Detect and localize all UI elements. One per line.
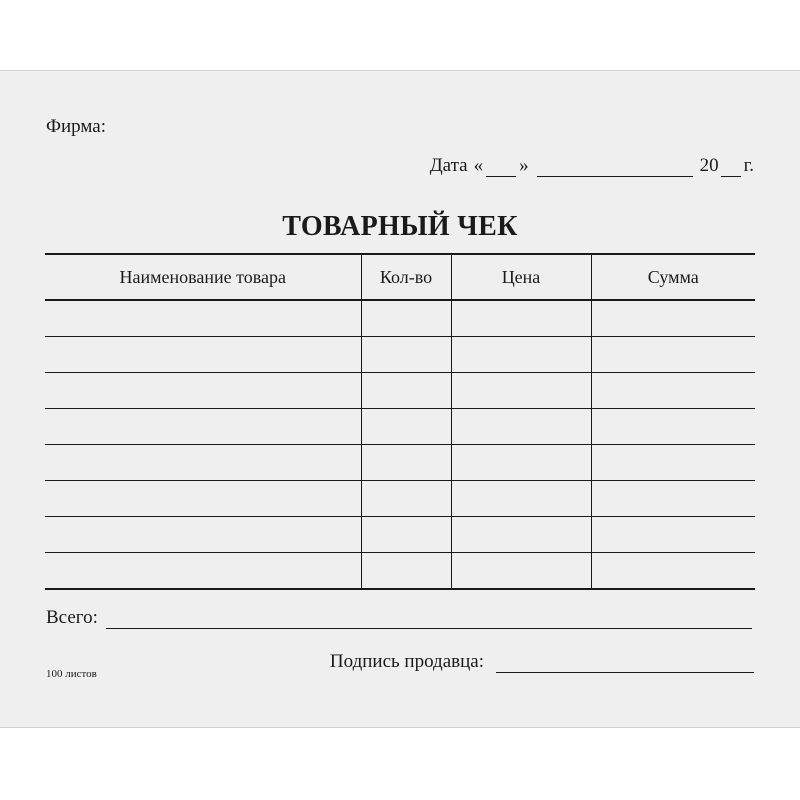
day-blank-line <box>486 158 516 177</box>
total-blank-line <box>106 610 752 629</box>
table-row <box>45 553 755 590</box>
quantity-cell <box>361 517 451 553</box>
year-blank-line <box>721 158 741 177</box>
table-row <box>45 337 755 373</box>
sum-cell <box>591 481 755 517</box>
table-row <box>45 481 755 517</box>
sum-cell <box>591 337 755 373</box>
month-blank-line <box>537 158 693 177</box>
table-row <box>45 517 755 553</box>
sum-cell <box>591 517 755 553</box>
date-open-quote: « <box>473 155 484 176</box>
total-row <box>46 607 752 629</box>
price-cell <box>451 337 591 373</box>
price-cell <box>451 409 591 445</box>
price-cell <box>451 553 591 590</box>
item-name-cell <box>45 373 361 409</box>
item-name-cell <box>45 337 361 373</box>
price-cell <box>451 373 591 409</box>
quantity-cell <box>361 445 451 481</box>
document-title: ТОВАРНЫЙ ЧЕК <box>282 211 518 242</box>
table-row <box>45 445 755 481</box>
sum-cell <box>591 553 755 590</box>
quantity-cell <box>361 300 451 337</box>
item-name-cell <box>45 409 361 445</box>
table-row <box>45 373 755 409</box>
total-label: Всего: <box>46 607 98 628</box>
quantity-cell <box>361 373 451 409</box>
item-name-cell <box>45 553 361 590</box>
goods-table <box>45 253 755 590</box>
year-suffix: г. <box>743 155 754 176</box>
signature-blank-line <box>496 654 754 673</box>
price-cell <box>451 517 591 553</box>
year-prefix: 20 <box>699 155 719 176</box>
quantity-cell <box>361 337 451 373</box>
signature-row <box>330 651 754 673</box>
item-name-cell <box>45 300 361 337</box>
price-cell <box>451 445 591 481</box>
table-row <box>45 409 755 445</box>
sum-cell <box>591 409 755 445</box>
price-cell <box>451 300 591 337</box>
header-price: Цена <box>451 254 591 300</box>
date-row <box>430 155 754 177</box>
sheets-count-note: 100 листов <box>46 668 97 680</box>
sum-cell <box>591 373 755 409</box>
quantity-cell <box>361 409 451 445</box>
table-header-row <box>45 254 755 300</box>
item-name-cell <box>45 517 361 553</box>
date-label: Дата <box>429 155 468 176</box>
header-quantity: Кол-во <box>361 254 451 300</box>
header-sum: Сумма <box>591 254 755 300</box>
signature-label: Подпись продавца: <box>329 651 484 672</box>
receipt-form <box>0 70 800 728</box>
header-item-name: Наименование товара <box>45 254 361 300</box>
table-row <box>45 300 755 337</box>
quantity-cell <box>361 553 451 590</box>
sum-cell <box>591 445 755 481</box>
price-cell <box>451 481 591 517</box>
item-name-cell <box>45 481 361 517</box>
item-name-cell <box>45 445 361 481</box>
sum-cell <box>591 300 755 337</box>
firm-label: Фирма: <box>46 116 106 137</box>
quantity-cell <box>361 481 451 517</box>
date-close-quote: » <box>519 155 529 176</box>
